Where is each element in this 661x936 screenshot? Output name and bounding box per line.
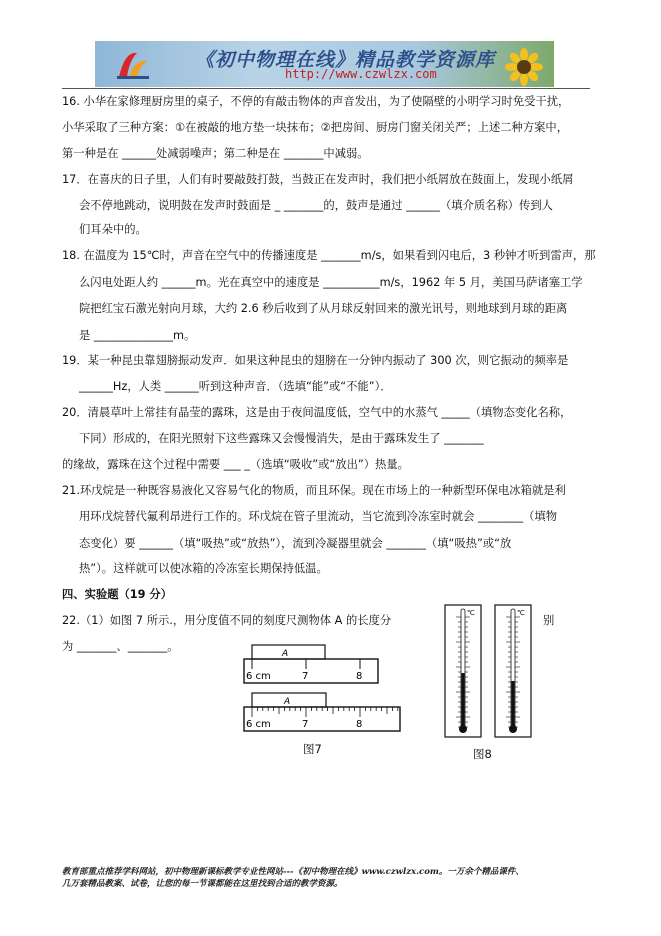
- q19-line-2: ______Hz，人类 ______听到这种声音．（选填“能”或“不能”）．: [79, 380, 392, 393]
- q18-line-2: 么闪电处距人约 ______m。光在真空中的速度是 __________m/s，1962 年 5 月，美国马萨诸塞工学: [79, 276, 583, 289]
- q22-line-1: 22.（1）如图 7 所示.，用分度值不同的刻度尺测物体 A 的长度分: [62, 614, 392, 627]
- figure-7-rulers: [240, 643, 405, 733]
- ruler-1: [244, 645, 378, 683]
- q22-line-2: 为 _______、_______。: [62, 640, 179, 653]
- q16-line-2: 小华采取了三种方案：①在被敲的地方垫一块抹布；②把房间、厨房门窗关闭关严；上述二种方案中，: [62, 121, 569, 134]
- q16-line-1: 16. 小华在家修理厨房里的桌子，不停的有敲击物体的声音发出，为了使隔壁的小明学习时免受干扰，: [62, 95, 570, 108]
- q20-line-3: 的缘故，露珠在这个过程中需要 ___ _（选填“吸收”或“放出”）热量。: [62, 458, 409, 471]
- thermometer-2-unit: ℃: [517, 609, 525, 617]
- ruler-1-label-8: 8: [356, 671, 363, 682]
- q21-line-1: 21.环戊烷是一种既容易液化又容易气化的物质，而且环保。现在市场上的一种新型环保电冰箱就是利: [62, 484, 566, 497]
- sunflower-icon: [504, 47, 544, 87]
- header-divider: [62, 88, 590, 89]
- q18-line-1: 18. 在温度为 15℃时，声音在空气中的传播速度是 _______m/s，如果看到闪电后，3 秒钟才听到雷声，那: [62, 249, 596, 262]
- ruler-2: [244, 693, 400, 731]
- q22-line-1-tail: 别: [543, 614, 555, 627]
- figure-8-thermometers: [443, 603, 533, 741]
- thermometer-1-unit: ℃: [467, 609, 475, 617]
- section-title: 四、实验题（19 分）: [62, 588, 173, 601]
- banner-title: 《初中物理在线》精品教学资源库: [195, 49, 496, 71]
- header-banner: [95, 41, 554, 87]
- q17-line-2: 会不停地跳动，说明鼓在发声时鼓面是 _ _______的，鼓声是通过 ______（填介质名称）传到人: [79, 199, 553, 212]
- q21-line-2: 用环戊烷替代氟利昂进行工作的。环戊烷在管子里流动，当它流到冷冻室时就会 ________（填物: [79, 510, 558, 523]
- object-a-label-top: A: [282, 649, 289, 659]
- thermometer-2: [495, 605, 531, 737]
- figure-8-caption: 图8: [473, 747, 492, 761]
- site-logo-icon: [115, 47, 151, 81]
- q17-line-3: 们耳朵中的。: [79, 223, 147, 236]
- q21-line-3: 态变化）要 ______（填“吸热”或“放热”），流到冷凝器里就会 _______（填“吸热”或“放: [79, 537, 512, 550]
- q17-line-1: 17．在喜庆的日子里，人们有时要敲鼓打鼓，当鼓正在发声时，我们把小纸屑放在鼓面上，发现小纸屑: [62, 173, 574, 186]
- object-a-label-bottom: A: [284, 697, 291, 707]
- banner-url[interactable]: http://www.czwlzx.com: [285, 67, 437, 81]
- q20-line-2: 下同）形成的，在阳光照射下这些露珠又会慢慢消失，是由于露珠发生了 _______: [79, 432, 484, 445]
- ruler-2-label-6cm: 6 cm: [246, 719, 271, 730]
- footer-line-2: 几万套精品教案、试卷，让您的每一节课都能在这里找到合适的教学资源。: [62, 879, 343, 889]
- q20-line-1: 20．清晨草叶上常挂有晶莹的露珠，这是由于夜间温度低，空气中的水蒸气 _____（填物态变化名称，: [62, 406, 572, 419]
- footer-line-1: 教育部重点推荐学科网站，初中物理新课标教学专业性网站---《初中物理在线》www.czwlzx.com。一万余个精品课件、: [62, 867, 524, 877]
- thermometer-1: [445, 605, 481, 737]
- ruler-2-label-7: 7: [302, 719, 309, 730]
- q19-line-1: 19．某一种昆虫靠翅膀振动发声．如果这种昆虫的翅膀在一分钟内振动了 300 次，则它振动的频率是: [62, 354, 569, 367]
- q18-line-4: 是 ______________m。: [79, 329, 196, 342]
- q16-line-3: 第一种是在 ______处减弱噪声；第二种是在 _______中减弱。: [62, 147, 369, 160]
- q18-line-3: 院把红宝石激光射向月球，大约 2.6 秒后收到了从月球反射回来的激光讯号，则地球到月球的距离: [79, 302, 568, 315]
- object-a-top: [252, 645, 325, 659]
- q21-line-4: 热”）。这样就可以使冰箱的冷冻室长期保持低温。: [79, 562, 328, 575]
- ruler-1-label-6cm: 6 cm: [246, 671, 271, 682]
- ruler-1-label-7: 7: [302, 671, 309, 682]
- figure-7-caption: 图7: [303, 742, 322, 756]
- ruler-2-label-8: 8: [356, 719, 363, 730]
